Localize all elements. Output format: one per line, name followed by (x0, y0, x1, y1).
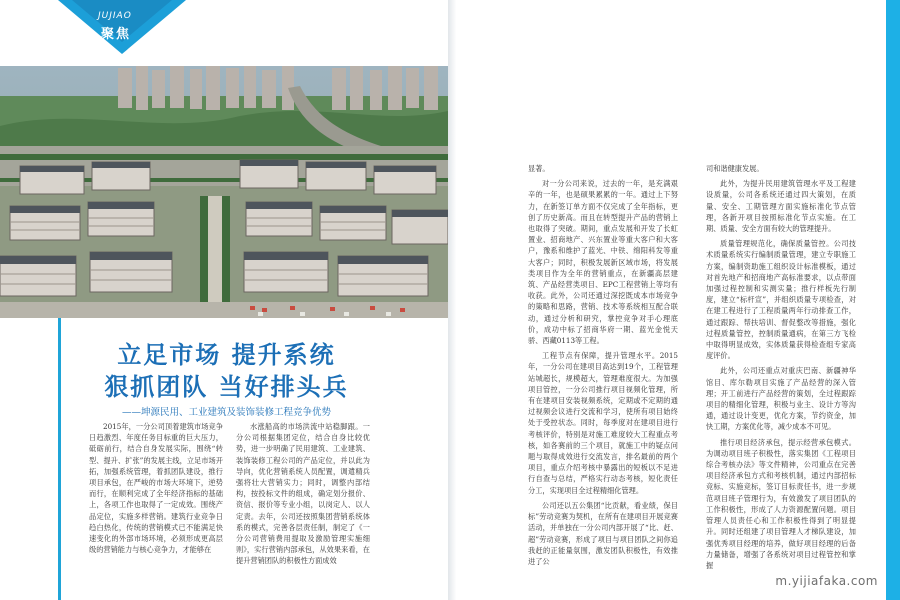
section-banner (58, 0, 186, 54)
right-page (462, 0, 900, 600)
body-column-3 (528, 163, 678, 571)
paragraph: 此外，为提升民用建筑管理水平及工程建设质量，公司各系统还通过四大策划，在质量、安全、工期管理方面实施标准化节点管理，各新开项目按照标准化节点实施。在工期、质量、安全方面有较大的管理提升。 (706, 179, 856, 234)
article-title-line-1: 立足市场 提升系统 (117, 340, 336, 369)
article-subtitle: ——坤源民用、工业建筑及装饰装修工程竞争优势 (121, 407, 331, 418)
paragraph: 工程节点有保障，提升管理水平。2015年，一分公司在建项目高达到19个，工程管理站城超长，规模超大，管理难度很大。为加强项目管控，一分公司推行项目视频化管理，所有在建项目安装视频系统，定期或不定期的通过视频会议进行交流和学习，使所有项目始终处于受控状态。同时，每季度对在建项目进行考核评价，特别是对施工难度较大工程重点考核，如各赛前的三个项目，就施工中的疑点问题与取得成效进行交流发言，排名最前的两个项目，重点介绍考核中暴露出的短板以不足进行自查与总结，严格实行动态考核，短化责任分工，实现项目全过程精细化管理。 (528, 351, 678, 495)
paragraph: 显著。 (528, 164, 550, 173)
body-column-2: 水涨船高的市场洪流中站稳脚跟。一分公司根据集团定位，结合自身比较优势，进一步明确了民用建筑、工业建筑、装饰装修工程公司的产品定位，并以此为导向，优化营销系统人员配置，调遣精兵强将壮大营销实力；同时，调整内部结构，按投标文件的组成，确定划分报价、资信、报价等专业小组，以岗定人、以人定责。去年，公司还按照集团营销系统体系的模式，完善各层责任制，制定了《一分公司营销费用提取及激励管理实施细则》，实行营销内部承包，从效果来看，在提升营销团队的积极性方面成效 (236, 422, 370, 566)
aerial-photo (0, 66, 448, 318)
left-body-columns (89, 421, 374, 591)
article-title-line-2: 狠抓团队 当好排头兵 (104, 372, 349, 401)
body-column-4 (706, 163, 856, 575)
paragraph: 推行项目经济承包，提示经营承包模式。为调动项目班子积极性，落实集团《工程项目综合考核办法》等文件精神，公司重点在完善项目经济承包方式和考核机制，通过内部招标竞标、实施竞标，签订目标责任书，进一步规范项目班子管理行为，有效激发了项目团队的工作积极性，形成了人力资源配置问题。项目管理人员责任心和工作积极性得到了明显提升。同时还组建了项目管理人才梯队建设，加强优秀项目经理的培养，做好项目经理的后备力量储备，增强了各系统对项目过程管控和掌握 (706, 437, 856, 570)
paragraph: 对一分公司来说，过去的一年，是充满艰辛的一年，也是硕果累累的一年。通过上下努力，在新签订单方面不仅完成了全年指标，更创了历史新高。而且在转型提升产品的营销上也取得了突破。期间，重点发展和开发了长虹置业、招商地产、兴东置业等重大客户和大客户，豫系和维护了蓝光、中铁、绵阳科发等重大客户；同时，积极发展新区域市场，将发展类项目作为全年的营销重点，在新疆高层建筑、产品经营类项目、EPC工程营销上等均有收获。此外，公司还通过深挖既成本市场竞争的策略和思路，营销、技术等系统相互配合联动，通过分析和研究，掌控竞争对手心理底价，成功中标了招商华府一期、蓝光金悦天骄、西藏0113等工程。 (528, 179, 678, 346)
paragraph: 公司还以五公集团“比贡献，看业绩，保目标”劳动竞赛为契机，在所有在建项目开展竞赛活动，并单独在一分公司内部开展了“比、赶、超”劳动竞赛，形成了项目与项目团队之间你追我赶的正能量氛围，激发团队积极性，有效推进了公 (528, 500, 678, 566)
paragraph: 司和谐健康发展。 (706, 164, 764, 173)
watermark: m.yijiafaka.com (775, 574, 878, 588)
section-label-cn: 聚焦 (101, 27, 132, 42)
left-page (0, 0, 448, 600)
paragraph: 此外，公司还重点对重庆巴南、新疆神华馆目、库尔勒项目实施了产品经营的深入管理；开工前进行产品经营的策划，全过程跟踪项目的精细化管理，积极与业主、设计方等沟通，通过设计变更，优化方案，节约资金，加快工期，方案优化等，减少成本不可见。 (706, 366, 856, 432)
body-column-1: 2015年，一分公司顶着建筑市场竞争日趋激烈、年度任务目标重的巨大压力，砥砺前行，结合自身发展实际，围绕“转型、提升、扩张”的发展主线，立足市场开拓，加强系统管理，着抓团队建设，推行项目承包，在严峻的市场大环境下，逆势而行，在顺利完成了全年经济指标的基础上，各项工作也取得了一定成效。围绕产品定位，实施多样营销。建筑行业竞争日趋白热化，传统的营销模式已不能满足快速变化的外部市场环境，必须形成更高层级的营销能力与核心竞争力，才能够在 (89, 422, 223, 555)
side-color-strip (886, 0, 900, 600)
section-label-en: JUJIAO (98, 11, 132, 21)
aerial-photo-illustration (0, 66, 448, 318)
paragraph: 质量管理规范化，确保质量管控。公司技术质量系统实行编制质量管理，建立专职施工方案，编制资助施工组织设计标准模板，通过对首先地产和招商地产高标准要求，以点带面加强过程控制和实测实量；推行样板先行制度，建立“标杆宣”，并组织质量专项检查，对在建工程进行了工程质量两年行动排查工作，通过跟踪、帮扶培训、督促整改等措施，强化过程质量管控，控制质量通病，在第三方飞检中取得明显成效，实体质量获得检查组专家高度评价。 (706, 239, 856, 361)
page-gutter (448, 0, 462, 600)
